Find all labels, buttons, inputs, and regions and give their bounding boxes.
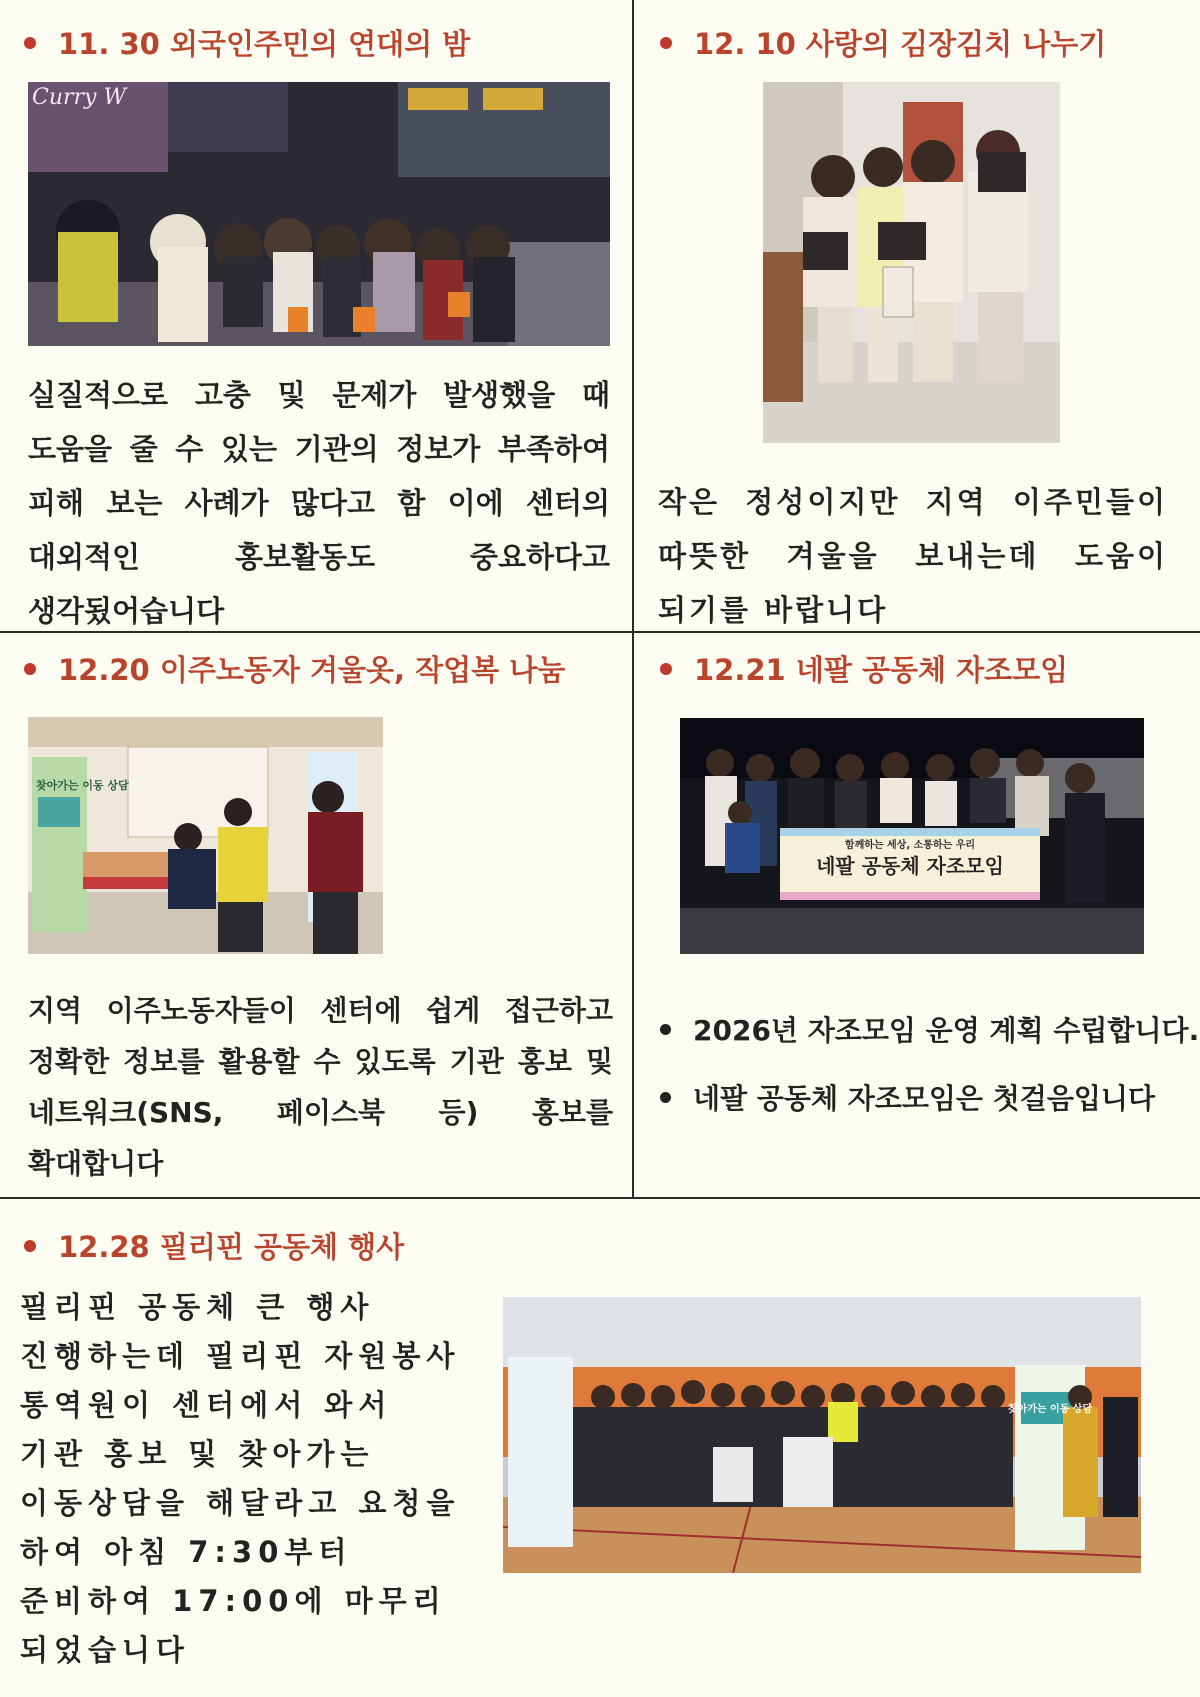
section-2-text: 작은 정성이지만 지역 이주민들이 따뜻한 겨울을 보내는데 도움이 되기를 바랍니다 xyxy=(658,485,1168,627)
section-1-text: 실질적으로 고충 및 문제가 발생했을 때 도움을 줄 수 있는 기관의 정보가 부족하여 피해 보는 사례가 많다고 함 이에 센터의 대외적인 홍보활동도 중요하다고 생각됬어습니다 xyxy=(28,378,610,628)
bullet-dot-icon xyxy=(660,663,672,675)
bullet-text: 네팔 공동체 자조모임은 첫걸음입니다 xyxy=(693,1082,1156,1115)
kimchi-box-recipients-photo xyxy=(763,82,1060,443)
section-5-title xyxy=(24,1225,404,1266)
shop-sign-text: Curry W xyxy=(32,85,127,110)
bullet-dot-icon xyxy=(660,1092,671,1103)
bullet-dot-icon xyxy=(660,37,672,49)
section-3-text: 지역 이주노동자들이 센터에 쉽게 접근하고 정확한 정보를 활용할 수 있도록 기관 홍보 및 네트워크(SNS, 페이스북 등) 홍보를 확대합니다 xyxy=(28,994,613,1180)
banner-line2-text: 네팔 공동체 자조모임 xyxy=(816,854,1004,878)
section-2-title-text: 12. 10 사랑의 김장김치 나누기 xyxy=(694,27,1107,61)
nepal-community-banner-photo xyxy=(680,718,1144,954)
section-1-title-text: 11. 30 외국인주민의 연대의 밤 xyxy=(58,27,471,61)
section-4-title-text: 12.21 네팔 공동체 자조모임 xyxy=(694,653,1069,687)
bullet-dot-icon xyxy=(24,37,36,49)
booth-sign-text: 찾아가는 이동 상담 xyxy=(36,779,129,792)
section-5-title-text: 12.28 필리핀 공동체 행사 xyxy=(58,1230,405,1264)
section-4-bullet-list xyxy=(660,1009,1199,1145)
gym-sign-text: 찾아가는 이동 상담 xyxy=(1007,1404,1093,1415)
bullet-dot-icon xyxy=(24,1240,36,1252)
section-3-title-text: 12.20 이주노동자 겨울옷, 작업복 나눔 xyxy=(58,653,566,687)
banner-line1-text: 함께하는 세상, 소통하는 우리 xyxy=(844,840,976,851)
section-5-text: 필리핀 공동체 큰 행사 진행하는데 필리핀 자원봉사 통역원이 센터에서 와서 기관 홍보 및 찾아가는 이동상담을 해달라고 요청을 하여 아침 7:30부터 준비하여 17:00에 마무리 되었습니다 xyxy=(20,1290,461,1667)
divider-column xyxy=(632,0,634,1198)
section-1-title xyxy=(24,22,470,63)
divider-row-2 xyxy=(0,1197,1200,1199)
section-2-title xyxy=(660,22,1106,63)
bullet-dot-icon xyxy=(24,663,36,675)
list-item xyxy=(660,1009,1199,1049)
night-street-group-photo xyxy=(28,82,610,346)
bullet-text: 2026년 자조모임 운영 계획 수립합니다. xyxy=(693,1014,1200,1047)
philippine-community-gym-photo xyxy=(503,1297,1141,1573)
section-3-title xyxy=(24,648,565,689)
list-item xyxy=(660,1077,1199,1117)
bullet-dot-icon xyxy=(660,1024,671,1035)
clothing-distribution-booth-photo xyxy=(28,717,383,954)
section-4-title xyxy=(660,648,1068,689)
